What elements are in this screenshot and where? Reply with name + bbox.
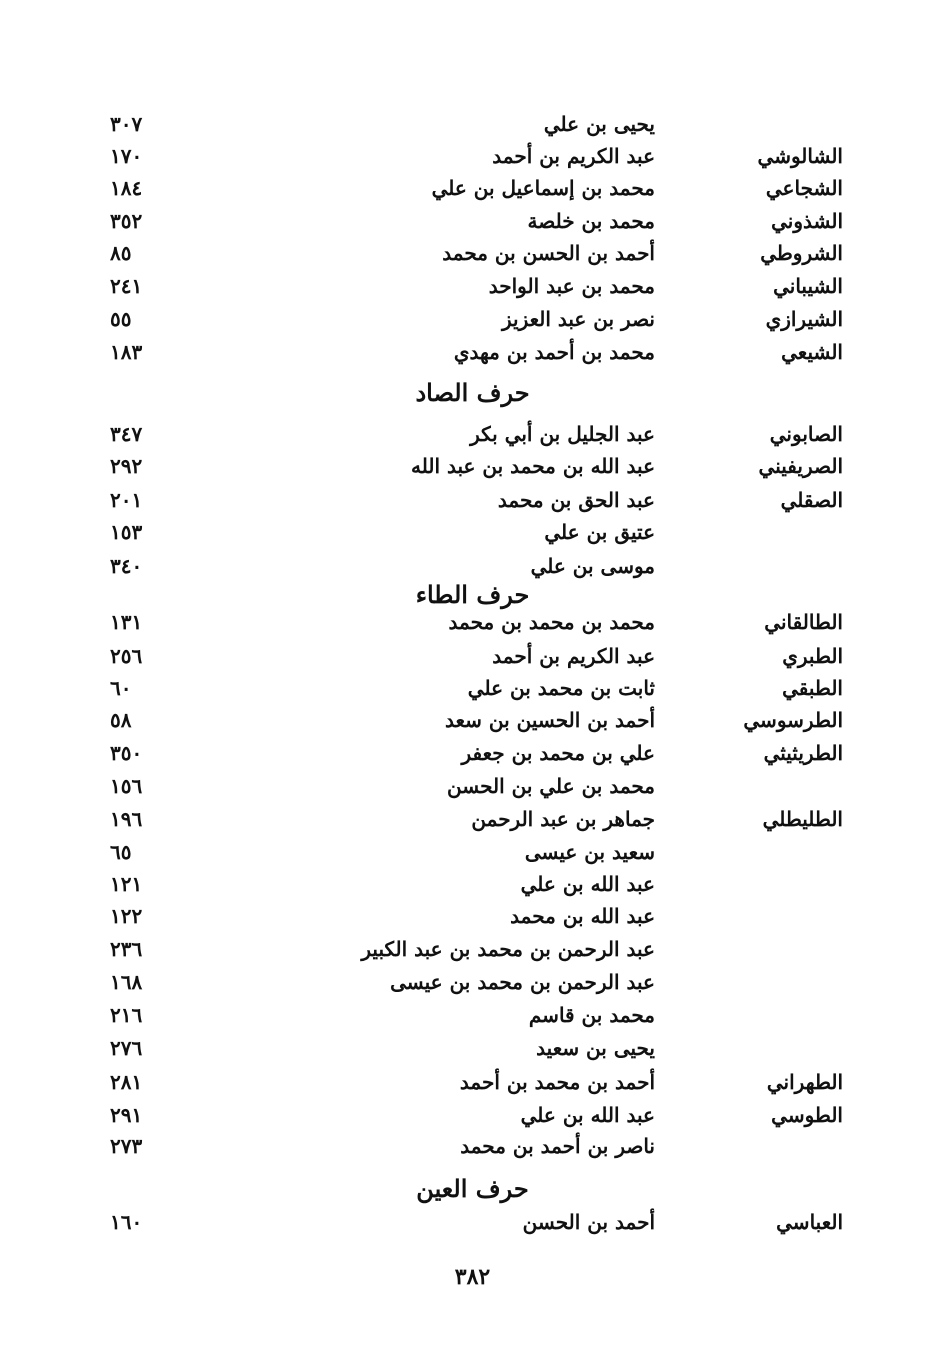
entry-page: ٢١٦ xyxy=(110,1003,143,1027)
entry-page: ٢٠١ xyxy=(110,488,143,512)
section-heading: حرف الصاد xyxy=(415,378,530,407)
entry-page: ٢٧٦ xyxy=(110,1036,143,1060)
index-entry xyxy=(0,1099,945,1131)
entry-page: ٢٤١ xyxy=(110,274,143,298)
entry-nisba: الشذوني xyxy=(771,209,843,233)
entry-name: عبد الكريم بن أحمد xyxy=(492,144,655,168)
entry-name: محمد بن قاسم xyxy=(528,1003,655,1027)
entry-name: عبد الله بن محمد xyxy=(510,904,655,928)
entry-name: ناصر بن أحمد بن محمد xyxy=(460,1134,655,1158)
entry-nisba: الصريفيني xyxy=(758,454,843,478)
entry-page: ٢٥٦ xyxy=(110,644,143,668)
entry-name: أحمد بن الحسن xyxy=(522,1210,655,1234)
entry-name: عبد الرحمن بن محمد بن عبد الكبير xyxy=(361,937,655,961)
entry-page: ٢٩٢ xyxy=(110,454,143,478)
index-entry xyxy=(0,933,945,965)
index-entry xyxy=(0,516,945,548)
entry-nisba: العباسي xyxy=(776,1210,843,1234)
entry-page: ٥٥ xyxy=(110,307,132,331)
entry-page: ٣٤٧ xyxy=(110,422,143,446)
entry-page: ٣٥٢ xyxy=(110,209,143,233)
entry-name: محمد بن علي بن الحسن xyxy=(447,774,655,798)
index-entry xyxy=(0,966,945,998)
entry-page: ١٧٠ xyxy=(110,144,143,168)
entry-page: ١٥٦ xyxy=(110,774,143,798)
entry-nisba: الصابوني xyxy=(769,422,843,446)
entry-name: يحيى بن علي xyxy=(543,112,655,136)
entry-nisba: الشالوشي xyxy=(757,144,843,168)
entry-page: ١٣١ xyxy=(110,610,143,634)
index-entry xyxy=(0,770,945,802)
entry-page: ١٦٨ xyxy=(110,970,143,994)
index-entry xyxy=(0,1130,945,1162)
entry-page: ٢٣٦ xyxy=(110,937,143,961)
entry-page: ١٨٣ xyxy=(110,340,143,364)
entry-nisba: الطليطلي xyxy=(762,807,843,831)
entry-name: موسى بن علي xyxy=(530,554,655,578)
entry-nisba: الشروطي xyxy=(760,241,843,265)
entry-page: ٥٨ xyxy=(110,708,132,732)
section-heading: حرف الطاء xyxy=(415,580,530,609)
entry-page: ٦٥ xyxy=(110,840,132,864)
entry-page: ٢٩١ xyxy=(110,1103,143,1127)
entry-nisba: الشجاعي xyxy=(765,176,843,200)
entry-nisba: الطالقاني xyxy=(764,610,843,634)
entry-name: عبد الله بن علي xyxy=(520,1103,655,1127)
entry-name: ثابت بن محمد بن علي xyxy=(467,676,655,700)
entry-page: ١٨٤ xyxy=(110,176,143,200)
entry-name: محمد بن عبد الواحد xyxy=(488,274,655,298)
index-entry xyxy=(0,140,945,172)
entry-name: عبد الكريم بن أحمد xyxy=(492,644,655,668)
index-entry xyxy=(0,450,945,482)
entry-page: ١٩٦ xyxy=(110,807,143,831)
index-entry xyxy=(0,205,945,237)
entry-name: عبد الرحمن بن محمد بن عيسى xyxy=(390,970,655,994)
index-entry xyxy=(0,640,945,672)
entry-nisba: الشيعي xyxy=(781,340,843,364)
entry-name: علي بن محمد بن جعفر xyxy=(461,741,655,765)
index-entry xyxy=(0,1032,945,1064)
entry-name: عتيق بن علي xyxy=(544,520,655,544)
entry-name: أحمد بن الحسن بن محمد xyxy=(442,241,655,265)
entry-name: محمد بن خلصة xyxy=(527,209,655,233)
entry-name: نصر بن عبد العزيز xyxy=(501,307,655,331)
entry-name: محمد بن محمد بن محمد xyxy=(448,610,655,634)
index-entry xyxy=(0,484,945,516)
entry-name: يحيى بن سعيد xyxy=(536,1036,655,1060)
entry-nisba: الطبري xyxy=(782,644,843,668)
entry-name: عبد الله بن علي xyxy=(520,872,655,896)
index-entry xyxy=(0,270,945,302)
entry-page: ٢٧٣ xyxy=(110,1134,143,1158)
entry-name: عبد الحق بن محمد xyxy=(497,488,655,512)
index-entry xyxy=(0,868,945,900)
entry-page: ١٥٣ xyxy=(110,520,143,544)
entry-page: ٣٠٧ xyxy=(110,112,143,136)
index-entry xyxy=(0,836,945,868)
entry-page: ٦٠ xyxy=(110,676,132,700)
entry-nisba: الطهراني xyxy=(766,1070,843,1094)
index-entry xyxy=(0,900,945,932)
entry-name: عبد الله بن محمد بن عبد الله xyxy=(411,454,655,478)
entry-page: ٣٥٠ xyxy=(110,741,143,765)
entry-page: ١٢١ xyxy=(110,872,143,896)
index-entry xyxy=(0,803,945,835)
index-entry xyxy=(0,336,945,368)
index-entry xyxy=(0,1066,945,1098)
entry-nisba: الشيباني xyxy=(773,274,843,298)
entry-name: محمد بن أحمد بن مهدي xyxy=(453,340,655,364)
entry-nisba: الشيرازي xyxy=(765,307,843,331)
entry-name: عبد الجليل بن أبي بكر xyxy=(470,422,655,446)
entry-name: جماهر بن عبد الرحمن xyxy=(471,807,655,831)
index-entry xyxy=(0,108,945,140)
entry-page: ٢٨١ xyxy=(110,1070,143,1094)
entry-nisba: الطبقي xyxy=(782,676,843,700)
page-number: ٣٨٢ xyxy=(454,1264,491,1290)
entry-page: ٣٤٠ xyxy=(110,554,143,578)
index-entry xyxy=(0,172,945,204)
entry-name: محمد بن إسماعيل بن علي xyxy=(431,176,655,200)
index-entry xyxy=(0,737,945,769)
index-entry xyxy=(0,418,945,450)
index-entry xyxy=(0,999,945,1031)
entry-nisba: الطرسوسي xyxy=(743,708,843,732)
entry-name: أحمد بن محمد بن أحمد xyxy=(459,1070,655,1094)
index-entry xyxy=(0,704,945,736)
entry-nisba: الصقلي xyxy=(780,488,843,512)
index-entry xyxy=(0,606,945,638)
entry-nisba: الطريثيثي xyxy=(763,741,843,765)
index-entry xyxy=(0,672,945,704)
index-entry xyxy=(0,303,945,335)
entry-page: ١٦٠ xyxy=(110,1210,143,1234)
index-entry xyxy=(0,237,945,269)
index-entry xyxy=(0,1206,945,1238)
section-heading: حرف العين xyxy=(416,1174,529,1203)
entry-name: أحمد بن الحسين بن سعد xyxy=(445,708,655,732)
entry-page: ١٢٢ xyxy=(110,904,143,928)
entry-name: سعيد بن عيسى xyxy=(524,840,655,864)
entry-nisba: الطوسي xyxy=(771,1103,843,1127)
entry-page: ٨٥ xyxy=(110,241,132,265)
